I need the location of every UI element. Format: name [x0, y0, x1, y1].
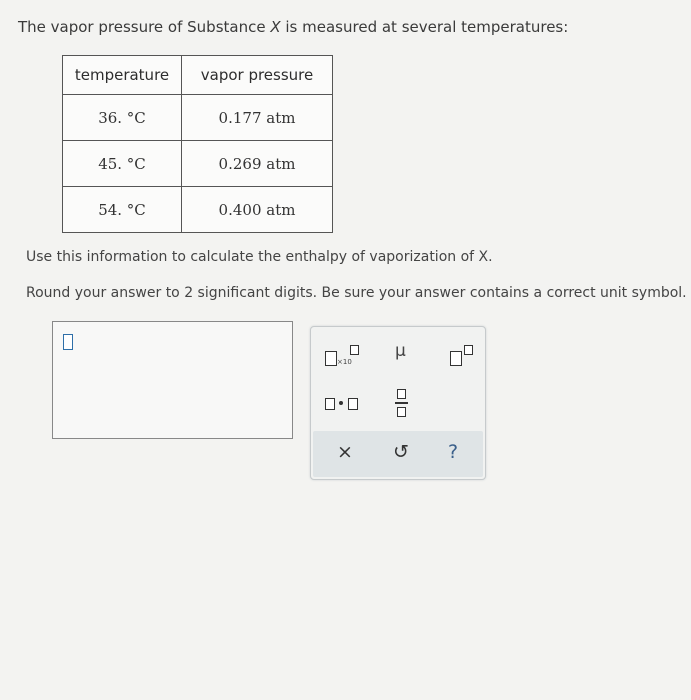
math-palette: [310, 326, 486, 480]
answer-input[interactable]: [52, 321, 293, 439]
help-button[interactable]: ?: [448, 441, 459, 463]
clear-button[interactable]: ×: [337, 441, 353, 463]
table-row: [63, 95, 333, 141]
cell-pressure: 0.400 atm: [182, 187, 333, 233]
mu-icon[interactable]: μ: [395, 341, 406, 361]
cell-temperature: 54. °C: [63, 187, 182, 233]
multiply-dot-icon[interactable]: [325, 395, 361, 415]
cell-temperature: 36. °C: [63, 95, 182, 141]
header-temperature: temperature: [63, 56, 182, 95]
question-intro: The vapor pressure of Substance: [18, 18, 271, 36]
question-intro-end: is measured at several temperatures:: [280, 18, 569, 36]
answer-cursor: [63, 334, 73, 350]
table-row: [63, 141, 333, 187]
instruction-line-1: Use this information to calculate the enthalpy of vaporization of X.: [26, 249, 493, 265]
table-header-row: [63, 56, 333, 95]
undo-button[interactable]: ↺: [393, 441, 409, 463]
superscript-icon[interactable]: [450, 343, 480, 369]
palette-footer: [313, 431, 483, 477]
header-vapor-pressure: vapor pressure: [182, 56, 333, 95]
question-text: [18, 18, 568, 36]
table-row: [63, 187, 333, 233]
times-ten-label: ×10: [337, 358, 352, 366]
fraction-icon[interactable]: [395, 389, 409, 419]
cell-pressure: 0.269 atm: [182, 141, 333, 187]
sci-notation-icon[interactable]: [325, 343, 365, 369]
instruction-line-2: Round your answer to 2 significant digits. Be sure your answer contains a correct unit symbol.: [26, 285, 687, 301]
cell-temperature: 45. °C: [63, 141, 182, 187]
cell-pressure: 0.177 atm: [182, 95, 333, 141]
vapor-pressure-table: [62, 55, 333, 233]
substance-variable: X: [270, 18, 281, 36]
